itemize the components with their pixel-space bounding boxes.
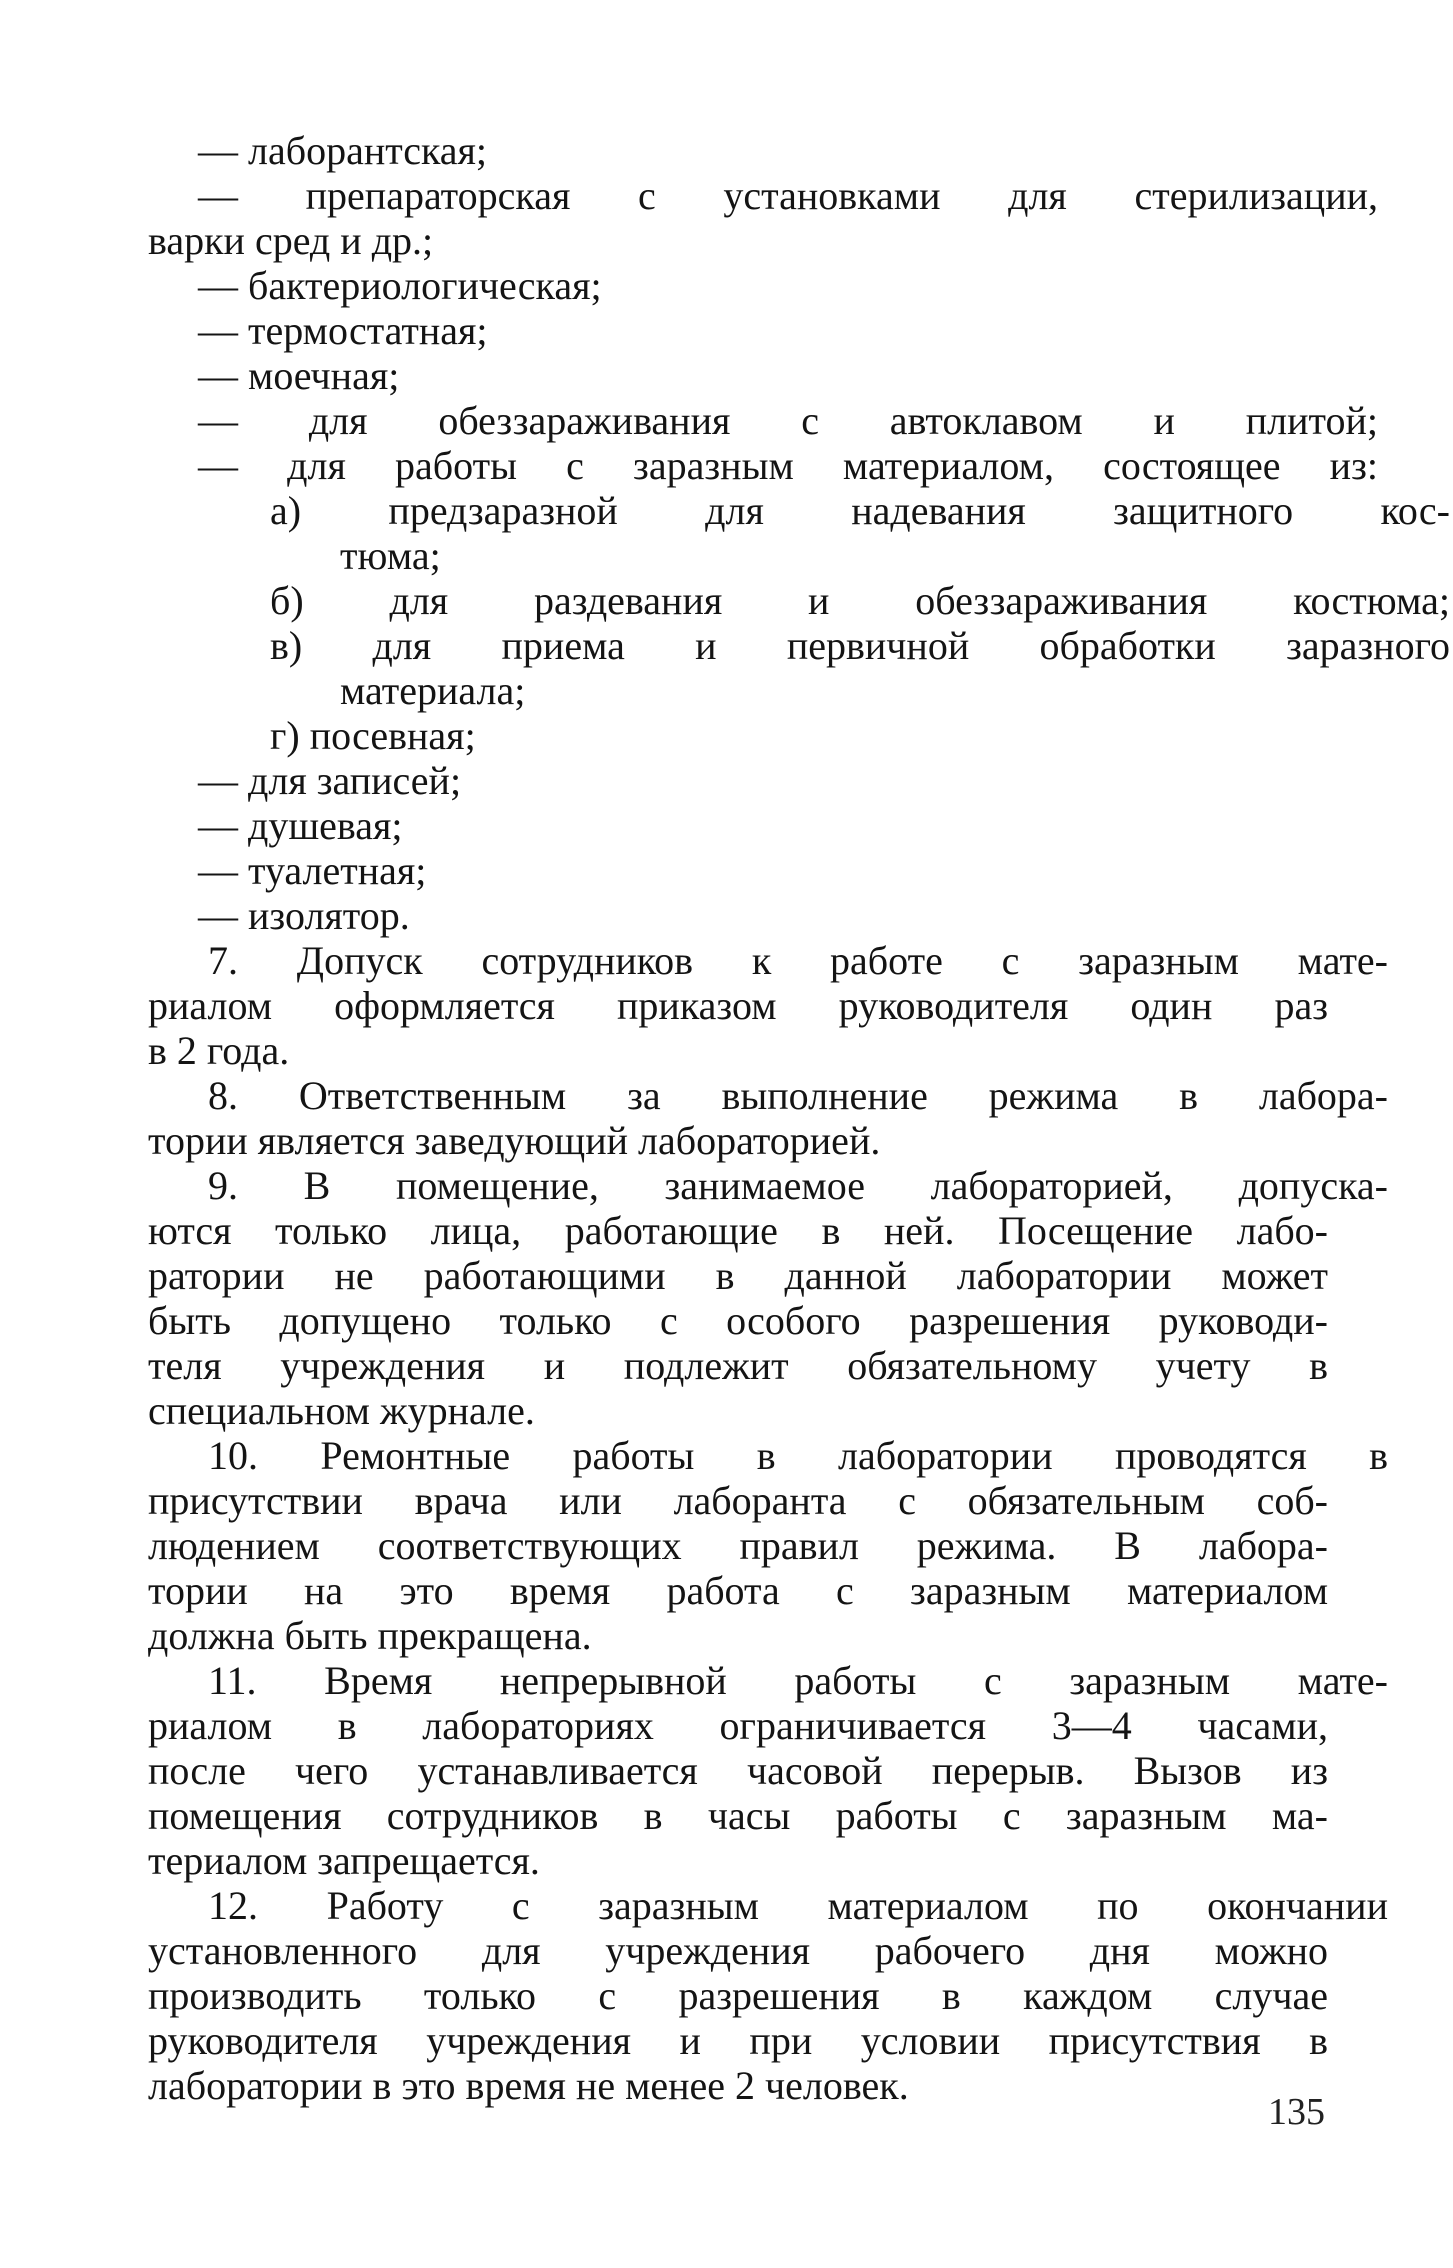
paragraph-11-line: помещения сотрудников в часы работы с заразным ма-	[148, 1793, 1328, 1838]
sublist-item: г) посевная;	[270, 713, 476, 758]
paragraph-9-line: специальном журнале.	[148, 1388, 535, 1433]
sublist-item-continuation: материала;	[340, 668, 526, 713]
paragraph-11-line: териалом запрещается.	[148, 1838, 540, 1883]
paragraph-9-line: ратории не работающими в данной лаборатории может	[148, 1253, 1328, 1298]
sublist-item-continuation: тюма;	[340, 533, 441, 578]
paragraph-12-line: 12. Работу с заразным материалом по окончании	[208, 1883, 1388, 1928]
paragraph-10-line: присутствии врача или лаборанта с обязательным соб-	[148, 1478, 1328, 1523]
list-item-dash: — бактериологическая;	[198, 263, 602, 308]
paragraph-7-line: 7. Допуск сотрудников к работе с заразным мате-	[208, 938, 1388, 983]
list-item-dash: — для работы с заразным материалом, состоящее из:	[198, 443, 1378, 488]
paragraph-10-line: 10. Ремонтные работы в лаборатории проводятся в	[208, 1433, 1388, 1478]
paragraph-9-line: ются только лица, работающие в ней. Посещение лабо-	[148, 1208, 1328, 1253]
paragraph-9-line: теля учреждения и подлежит обязательному учету в	[148, 1343, 1328, 1388]
paragraph-10-line: тории на это время работа с заразным материалом	[148, 1568, 1328, 1613]
paragraph-9-line: быть допущено только с особого разрешения руководи-	[148, 1298, 1328, 1343]
paragraph-12-line: производить только с разрешения в каждом случае	[148, 1973, 1328, 2018]
paragraph-11-line: 11. Время непрерывной работы с заразным мате-	[208, 1658, 1388, 1703]
paragraph-8-line: тории является заведующий лабораторией.	[148, 1118, 881, 1163]
list-item-dash: — изолятор.	[198, 893, 410, 938]
sublist-item: б) для раздевания и обеззараживания костюма;	[270, 578, 1450, 623]
paragraph-11-line: после чего устанавливается часовой перерыв. Вызов из	[148, 1748, 1328, 1793]
page-text	[148, 128, 1450, 2108]
list-item-dash: — для записей;	[198, 758, 462, 803]
paragraph-7-line: в 2 года.	[148, 1028, 290, 1073]
list-item-dash: — для обеззараживания с автоклавом и плитой;	[198, 398, 1378, 443]
list-item-dash: — лаборантская;	[198, 128, 488, 173]
paragraph-12-line: лаборатории в это время не менее 2 человек.	[148, 2063, 909, 2108]
list-item-continuation: варки сред и др.;	[148, 218, 434, 263]
paragraph-8-line: 8. Ответственным за выполнение режима в лабора-	[208, 1073, 1388, 1118]
paragraph-12-line: установленного для учреждения рабочего дня можно	[148, 1928, 1328, 1973]
paragraph-7-line: риалом оформляется приказом руководителя один раз	[148, 983, 1328, 1028]
list-item-dash: — препараторская с установками для стерилизации,	[198, 173, 1378, 218]
list-item-dash: — термостатная;	[198, 308, 488, 353]
page-number: 135	[1268, 2091, 1325, 2133]
list-item-dash: — душевая;	[198, 803, 403, 848]
sublist-item: а) предзаразной для надевания защитного кос-	[270, 488, 1450, 533]
paragraph-10-line: должна быть прекращена.	[148, 1613, 592, 1658]
list-item-dash: — моечная;	[198, 353, 400, 398]
sublist-item: в) для приема и первичной обработки заразного	[270, 623, 1450, 668]
paragraph-10-line: людением соответствующих правил режима. В лабора-	[148, 1523, 1328, 1568]
paragraph-11-line: риалом в лабораториях ограничивается 3—4 часами,	[148, 1703, 1328, 1748]
paragraph-9-line: 9. В помещение, занимаемое лабораторией, допуска-	[208, 1163, 1388, 1208]
list-item-dash: — туалетная;	[198, 848, 427, 893]
paragraph-12-line: руководителя учреждения и при условии присутствия в	[148, 2018, 1328, 2063]
